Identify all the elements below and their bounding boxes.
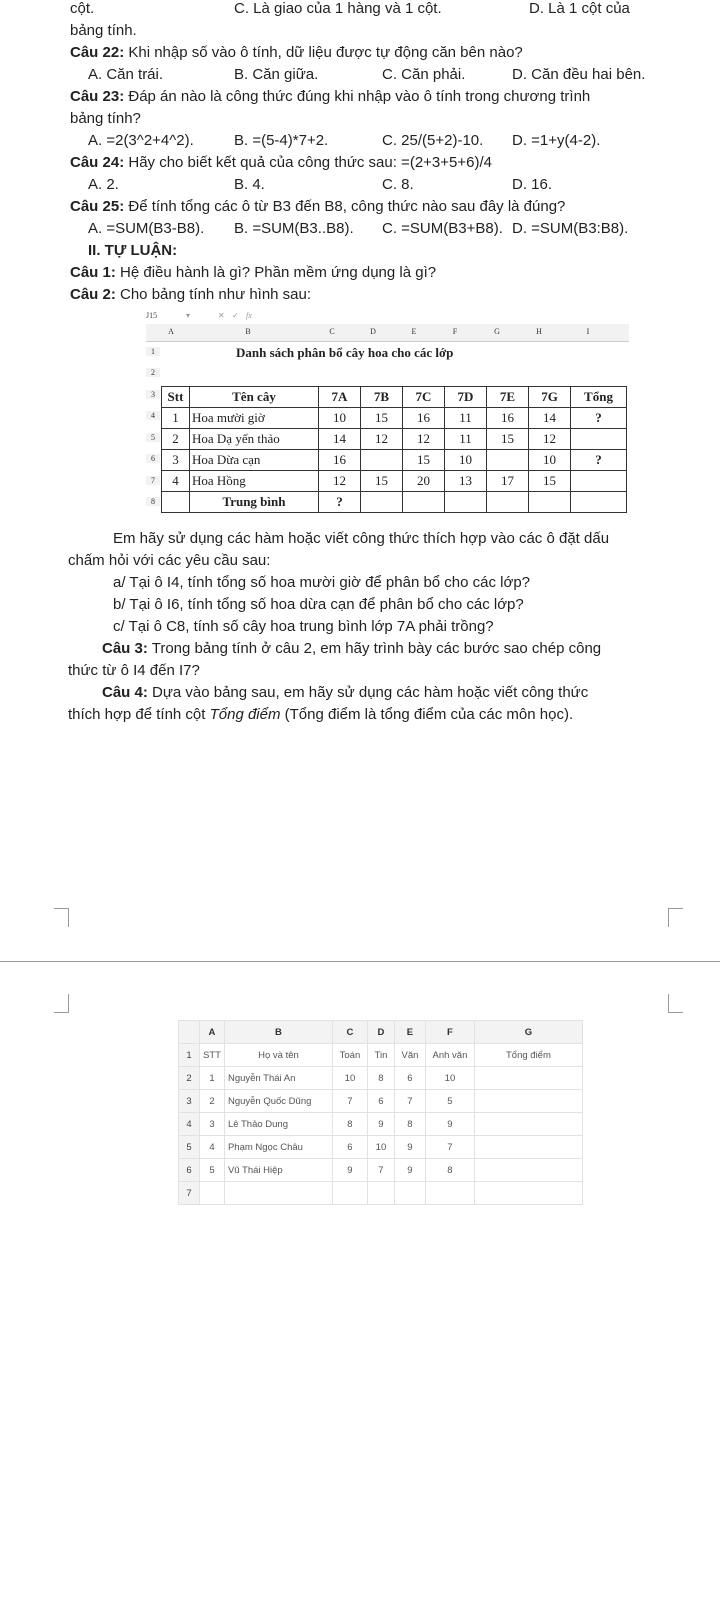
table-row-average [162, 492, 627, 513]
cell: 4 [200, 1136, 225, 1159]
row-header: 7 [179, 1182, 200, 1205]
cell [332, 1182, 367, 1205]
cell [474, 1113, 582, 1136]
cell: 5 [425, 1090, 474, 1113]
cell: 9 [332, 1159, 367, 1182]
cell [425, 1182, 474, 1205]
row-header: 5 [179, 1136, 200, 1159]
cancel-icon: ✕ [218, 311, 225, 320]
q25-option-c: C. =SUM(B3+B8). [382, 220, 503, 237]
header-cell: Tổng điểm [474, 1044, 582, 1067]
cell: Hoa mười giờ [190, 408, 319, 429]
cell [571, 429, 627, 450]
header-cell: 7D [445, 387, 487, 408]
col-header: D [370, 327, 376, 336]
q25-option-b: B. =SUM(B3..B8). [234, 220, 354, 237]
header-cell: 7G [529, 387, 571, 408]
cell: 20 [403, 471, 445, 492]
cell: Hoa Dừa cạn [190, 450, 319, 471]
col-header: B [245, 327, 251, 336]
cell: 17 [487, 471, 529, 492]
cell: Hoa Dạ yến thảo [190, 429, 319, 450]
essay-question-1: Câu 1: Hệ điều hành là gì? Phần mềm ứng dụng là gì? [70, 264, 437, 281]
cell: 10 [445, 450, 487, 471]
header-cell: Stt [162, 387, 190, 408]
header-cell: Toán [332, 1044, 367, 1067]
cell: 16 [403, 408, 445, 429]
col-header: B [224, 1021, 332, 1044]
col-header: G [474, 1021, 582, 1044]
col-header: D [367, 1021, 394, 1044]
cell: 2 [162, 429, 190, 450]
instructions-line2: chấm hỏi với các yêu cầu sau: [68, 552, 271, 569]
spreadsheet-scores [178, 1020, 583, 1205]
cell: 14 [529, 408, 571, 429]
cell: 7 [425, 1136, 474, 1159]
cell [224, 1182, 332, 1205]
column-headers [146, 324, 629, 342]
cell [200, 1182, 225, 1205]
cell: 15 [487, 429, 529, 450]
essay-question-3: Câu 3: Trong bảng tính ở câu 2, em hãy trình bày các bước sao chép công [102, 640, 602, 657]
task-c: c/ Tại ô C8, tính số cây hoa trung bình lớp 7A phải trồng? [113, 618, 494, 635]
page-separator [0, 961, 720, 962]
cell [474, 1090, 582, 1113]
cell [403, 492, 445, 513]
cell: 8 [394, 1113, 425, 1136]
q25-option-d: D. =SUM(B3:B8). [512, 220, 629, 237]
col-header: I [586, 327, 590, 336]
prev-option-d: D. Là 1 cột của [529, 0, 630, 17]
table-row [179, 1159, 583, 1182]
header-cell: Anh văn [425, 1044, 474, 1067]
cell: 11 [445, 408, 487, 429]
column-header-row [179, 1021, 583, 1044]
prev-question-cont: bảng tính. [70, 22, 137, 39]
cell [487, 492, 529, 513]
cell: 8 [332, 1113, 367, 1136]
cell: 10 [425, 1067, 474, 1090]
cell: 10 [332, 1067, 367, 1090]
cell: 12 [529, 429, 571, 450]
cell: 1 [162, 408, 190, 429]
table-row [179, 1067, 583, 1090]
section-heading: II. TỰ LUẬN: [88, 242, 178, 259]
cell: 6 [367, 1090, 394, 1113]
header-cell: Văn [394, 1044, 425, 1067]
table-header-row [179, 1044, 583, 1067]
cell: Hoa Hồng [190, 471, 319, 492]
essay-question-4-cont: thích hợp để tính cột Tổng điểm (Tổng điểm là tổng điểm của các môn học). [68, 706, 574, 723]
cell [445, 492, 487, 513]
table-row [162, 408, 627, 429]
col-header: E [394, 1021, 425, 1044]
cell [394, 1182, 425, 1205]
q22-option-a: A. Căn trái. [88, 66, 164, 83]
col-header: C [329, 327, 335, 336]
cell-reference: J15 [146, 311, 158, 320]
col-header: H [536, 327, 542, 336]
question-23-cont: bảng tính? [70, 110, 141, 127]
average-cell: ? [319, 492, 361, 513]
cell: 8 [367, 1067, 394, 1090]
cell: 5 [200, 1159, 225, 1182]
dropdown-icon: ▾ [186, 311, 191, 320]
scores-table [178, 1020, 583, 1205]
row-header: 2 [146, 368, 160, 377]
essay-question-4: Câu 4: Dựa vào bảng sau, em hãy sử dụng các hàm hoặc viết công thức [102, 684, 589, 701]
header-cell: STT [200, 1044, 225, 1067]
cell: 9 [394, 1136, 425, 1159]
cell [474, 1067, 582, 1090]
table-row [179, 1136, 583, 1159]
corner-cell [179, 1021, 200, 1044]
essay-question-2: Câu 2: Cho bảng tính như hình sau: [70, 286, 312, 303]
row-header: 4 [146, 411, 160, 420]
question-25: Câu 25: Để tính tổng các ô từ B3 đến B8, công thức nào sau đây là đúng? [70, 198, 566, 215]
cell: 1 [200, 1067, 225, 1090]
cell: 3 [162, 450, 190, 471]
instructions-line1: Em hãy sử dụng các hàm hoặc viết công thức thích hợp vào các ô đặt dấu [113, 530, 610, 547]
header-cell: 7B [361, 387, 403, 408]
q22-option-d: D. Căn đều hai bên. [512, 66, 646, 83]
cell: 15 [361, 471, 403, 492]
cell [529, 492, 571, 513]
prev-option-a: cột. [70, 0, 95, 17]
cell: 6 [332, 1136, 367, 1159]
col-header: F [452, 327, 458, 336]
q25-option-a: A. =SUM(B3-B8). [88, 220, 205, 237]
question-22: Câu 22: Khi nhập số vào ô tính, dữ liệu được tự động căn bên nào? [70, 44, 523, 61]
prev-option-c: C. Là giao của 1 hàng và 1 cột. [234, 0, 442, 17]
cell [487, 450, 529, 471]
cell: 7 [394, 1090, 425, 1113]
q24-option-d: D. 16. [512, 176, 553, 193]
cell: 14 [319, 429, 361, 450]
row-header: 1 [179, 1044, 200, 1067]
cell: 3 [200, 1113, 225, 1136]
row-header: 7 [146, 476, 160, 485]
col-header: G [494, 327, 500, 336]
cell: 2 [200, 1090, 225, 1113]
question-23: Câu 23: Đáp án nào là công thức đúng khi nhập vào ô tính trong chương trình [70, 88, 591, 105]
col-header: A [168, 327, 174, 336]
q24-option-c: C. 8. [382, 176, 414, 193]
task-b: b/ Tại ô I6, tính tổng số hoa dừa cạn để phân bổ cho các lớp? [113, 596, 524, 613]
formula-bar [146, 311, 629, 325]
header-cell: 7E [487, 387, 529, 408]
cell: 12 [319, 471, 361, 492]
cell: 9 [394, 1159, 425, 1182]
cell: 10 [529, 450, 571, 471]
q23-option-d: D. =1+y(4-2). [512, 132, 601, 149]
cell [162, 492, 190, 513]
cell: 11 [445, 429, 487, 450]
q23-option-c: C. 25/(5+2)-10. [382, 132, 484, 149]
q23-option-a: A. =2(3^2+4^2). [88, 132, 194, 149]
header-cell: Tổng [571, 387, 627, 408]
header-cell: Tên cây [190, 387, 319, 408]
table-row [179, 1113, 583, 1136]
table-row [179, 1090, 583, 1113]
header-cell: Tin [367, 1044, 394, 1067]
function-icon: fx [246, 311, 252, 320]
header-cell: 7C [403, 387, 445, 408]
cell: 7 [332, 1090, 367, 1113]
cell: 12 [403, 429, 445, 450]
cell: 9 [367, 1113, 394, 1136]
q23-option-b: B. =(5-4)*7+2. [234, 132, 329, 149]
cell: 15 [403, 450, 445, 471]
row-header: 3 [146, 390, 160, 399]
cell: 7 [367, 1159, 394, 1182]
cell: 10 [367, 1136, 394, 1159]
q24-option-a: A. 2. [88, 176, 119, 193]
spreadsheet-flower-allocation [146, 311, 629, 520]
question-24: Câu 24: Hãy cho biết kết quả của công thức sau: =(2+3+5+6)/4 [70, 154, 492, 171]
cell [571, 471, 627, 492]
cell: Lê Thảo Dung [224, 1113, 332, 1136]
cell [474, 1159, 582, 1182]
table-header-row [162, 387, 627, 408]
q22-option-c: C. Căn phải. [382, 66, 466, 83]
cell: 16 [487, 408, 529, 429]
row-header: 5 [146, 433, 160, 442]
row-header: 6 [146, 454, 160, 463]
cell [571, 492, 627, 513]
row-header: 2 [179, 1067, 200, 1090]
cell: 15 [361, 408, 403, 429]
col-header: A [200, 1021, 225, 1044]
q22-option-b: B. Căn giữa. [234, 66, 319, 83]
table-row-empty [179, 1182, 583, 1205]
cell [474, 1182, 582, 1205]
average-label: Trung bình [190, 492, 319, 513]
cell [361, 450, 403, 471]
cell [474, 1136, 582, 1159]
cell: 10 [319, 408, 361, 429]
cell: Nguyễn Quốc Dũng [224, 1090, 332, 1113]
col-header: F [425, 1021, 474, 1044]
sheet-title: Danh sách phân bổ cây hoa cho các lớp [236, 345, 454, 360]
cell: Nguyễn Thái An [224, 1067, 332, 1090]
col-header: C [332, 1021, 367, 1044]
cell: ? [571, 408, 627, 429]
row-header: 8 [146, 497, 160, 506]
cell: Vũ Thái Hiệp [224, 1159, 332, 1182]
cell: ? [571, 450, 627, 471]
cell: 9 [425, 1113, 474, 1136]
q24-option-b: B. 4. [234, 176, 265, 193]
confirm-icon: ✓ [232, 311, 239, 320]
cell: 13 [445, 471, 487, 492]
cell: 8 [425, 1159, 474, 1182]
crop-mark [54, 908, 69, 927]
flower-table [161, 386, 627, 513]
cell: 15 [529, 471, 571, 492]
table-row [162, 429, 627, 450]
crop-mark [668, 994, 683, 1013]
cell [367, 1182, 394, 1205]
cell: 6 [394, 1067, 425, 1090]
cell: 16 [319, 450, 361, 471]
header-cell: 7A [319, 387, 361, 408]
crop-mark [668, 908, 683, 927]
crop-mark [54, 994, 69, 1013]
cell: Phạm Ngọc Châu [224, 1136, 332, 1159]
row-header: 6 [179, 1159, 200, 1182]
cell: 12 [361, 429, 403, 450]
cell: 4 [162, 471, 190, 492]
table-row [162, 450, 627, 471]
essay-question-3-cont: thức từ ô I4 đến I7? [68, 662, 200, 679]
cell [361, 492, 403, 513]
task-a: a/ Tại ô I4, tính tổng số hoa mười giờ để phân bổ cho các lớp? [113, 574, 531, 591]
header-cell: Họ và tên [224, 1044, 332, 1067]
row-header: 1 [146, 347, 160, 356]
row-header: 4 [179, 1113, 200, 1136]
row-header: 3 [179, 1090, 200, 1113]
col-header: E [411, 327, 417, 336]
table-row [162, 471, 627, 492]
